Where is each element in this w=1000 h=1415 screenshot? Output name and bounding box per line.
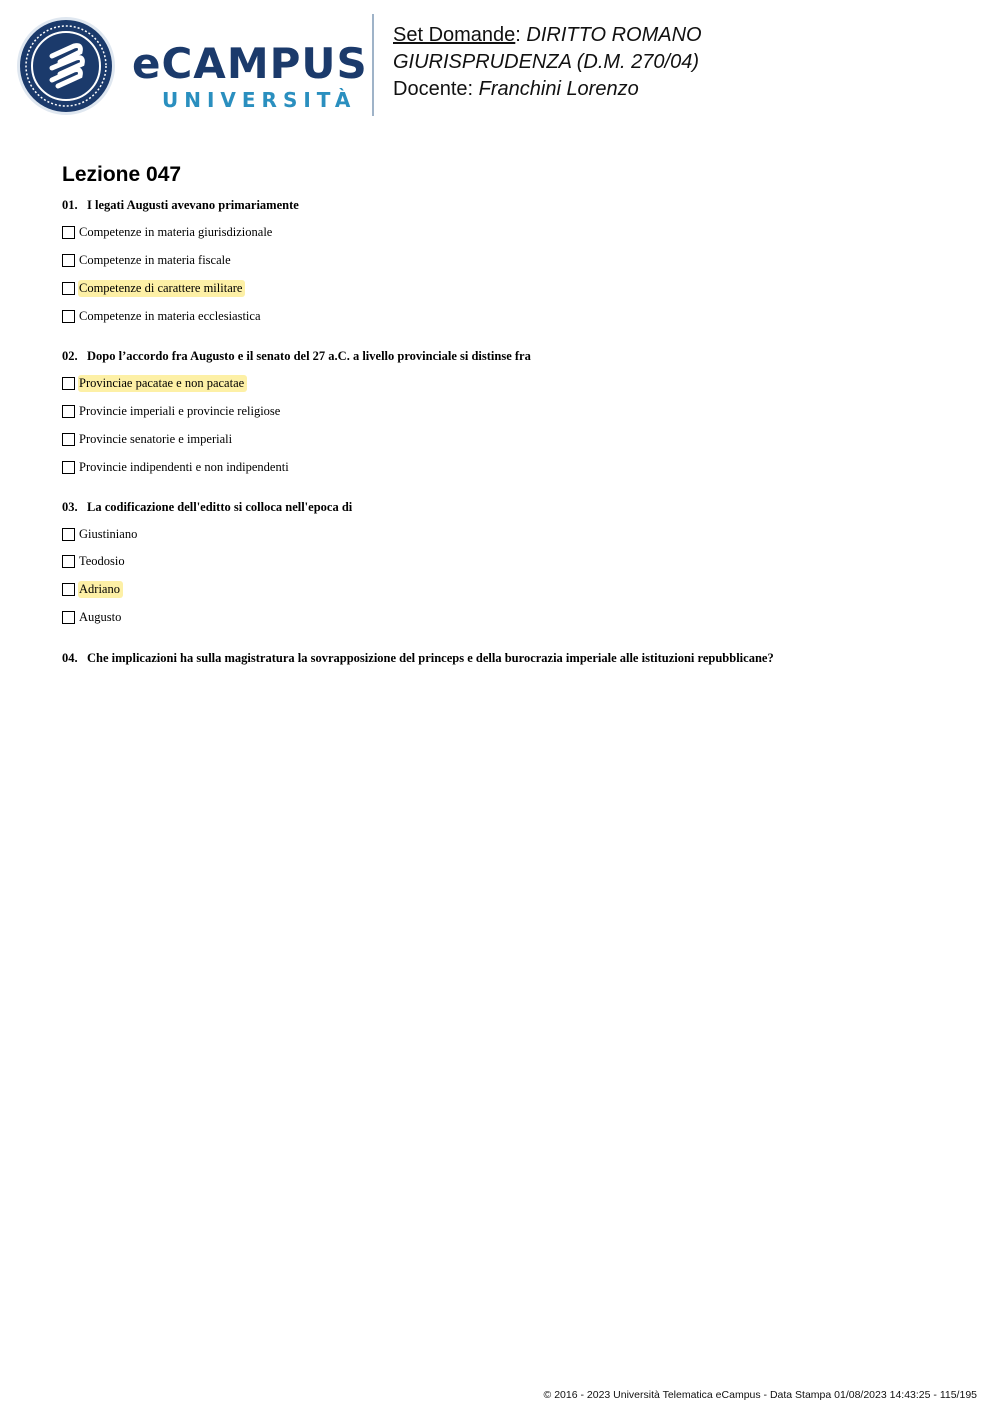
header-info <box>393 22 702 103</box>
question-number: 04. <box>62 651 78 665</box>
set-domande-line-2 <box>393 49 702 76</box>
option-text: Provincie imperiali e provincie religiose <box>79 403 281 418</box>
option-text: Competenze in materia fiscale <box>79 252 231 267</box>
answer-option[interactable] <box>62 251 234 269</box>
question-number: 01. <box>62 198 78 212</box>
ecampus-seal-logo-icon <box>16 16 116 116</box>
answer-option[interactable] <box>62 307 264 325</box>
question-number: 02. <box>62 349 78 363</box>
answer-option[interactable] <box>62 608 124 626</box>
set-domande-label: Set Domande <box>393 24 516 46</box>
lesson-title: Lezione 047 <box>62 163 182 186</box>
option-text: Competenze in materia giurisdizionale <box>79 224 273 239</box>
option-text: Giustiniano <box>79 526 138 541</box>
option-text: Teodosio <box>79 553 125 568</box>
checkbox[interactable] <box>62 461 75 474</box>
docente-line <box>393 76 702 103</box>
answer-option[interactable] <box>62 279 245 297</box>
answer-option[interactable] <box>62 458 292 476</box>
question-04 <box>62 651 774 666</box>
question-03 <box>62 500 352 515</box>
checkbox[interactable] <box>62 226 75 239</box>
option-text-highlighted: Provinciae pacatae e non pacatae <box>78 375 247 392</box>
checkbox[interactable] <box>62 555 75 568</box>
answer-option[interactable] <box>62 580 123 598</box>
set-domande-value-2: GIURISPRUDENZA (D.M. 270/04) <box>393 51 699 73</box>
checkbox[interactable] <box>62 611 75 624</box>
option-text: Augusto <box>79 609 122 624</box>
option-text: Provincie senatorie e imperiali <box>79 431 233 446</box>
checkbox[interactable] <box>62 282 75 295</box>
option-text: Competenze in materia ecclesiastica <box>79 308 261 323</box>
header-divider <box>372 14 374 116</box>
checkbox[interactable] <box>62 254 75 267</box>
question-text: Dopo l’accordo fra Augusto e il senato del 27 a.C. a livello provinciale si distinse fra <box>87 349 531 363</box>
answer-option[interactable] <box>62 430 235 448</box>
question-02 <box>62 349 531 364</box>
checkbox[interactable] <box>62 405 75 418</box>
docente-label: Docente: <box>393 78 474 100</box>
page-footer: © 2016 - 2023 Università Telematica eCampus - Data Stampa 01/08/2023 14:43:25 - 115/195 <box>543 1389 977 1401</box>
answer-option[interactable] <box>62 402 283 420</box>
set-domande-value-1: DIRITTO ROMANO <box>526 24 702 46</box>
set-domande-line: Set Domande: DIRITTO ROMANO <box>393 24 702 46</box>
question-text: I legati Augusti avevano primariamente <box>87 198 299 212</box>
option-text: Provincie indipendenti e non indipendenti <box>79 459 289 474</box>
docente-value: Franchini Lorenzo <box>478 78 639 100</box>
answer-option[interactable] <box>62 525 140 543</box>
answer-option[interactable] <box>62 552 128 570</box>
checkbox[interactable] <box>62 433 75 446</box>
wordmark-universita: UNIVERSITÀ <box>162 88 357 112</box>
question-text: La codificazione dell'editto si colloca nell'epoca di <box>87 500 353 514</box>
checkbox[interactable] <box>62 310 75 323</box>
checkbox[interactable] <box>62 377 75 390</box>
checkbox[interactable] <box>62 583 75 596</box>
question-01 <box>62 198 299 213</box>
ecampus-wordmark <box>132 40 368 112</box>
answer-option[interactable] <box>62 374 247 392</box>
checkbox[interactable] <box>62 528 75 541</box>
wordmark-ecampus: eCAMPUS <box>132 39 368 88</box>
question-text: Che implicazioni ha sulla magistratura la sovrapposizione del princeps e della burocrazia imperiale alle istituzioni repubblicane? <box>87 651 774 665</box>
answer-option[interactable] <box>62 223 275 241</box>
option-text-highlighted: Competenze di carattere militare <box>78 280 245 297</box>
option-text-highlighted: Adriano <box>78 581 123 598</box>
question-number: 03. <box>62 500 78 514</box>
